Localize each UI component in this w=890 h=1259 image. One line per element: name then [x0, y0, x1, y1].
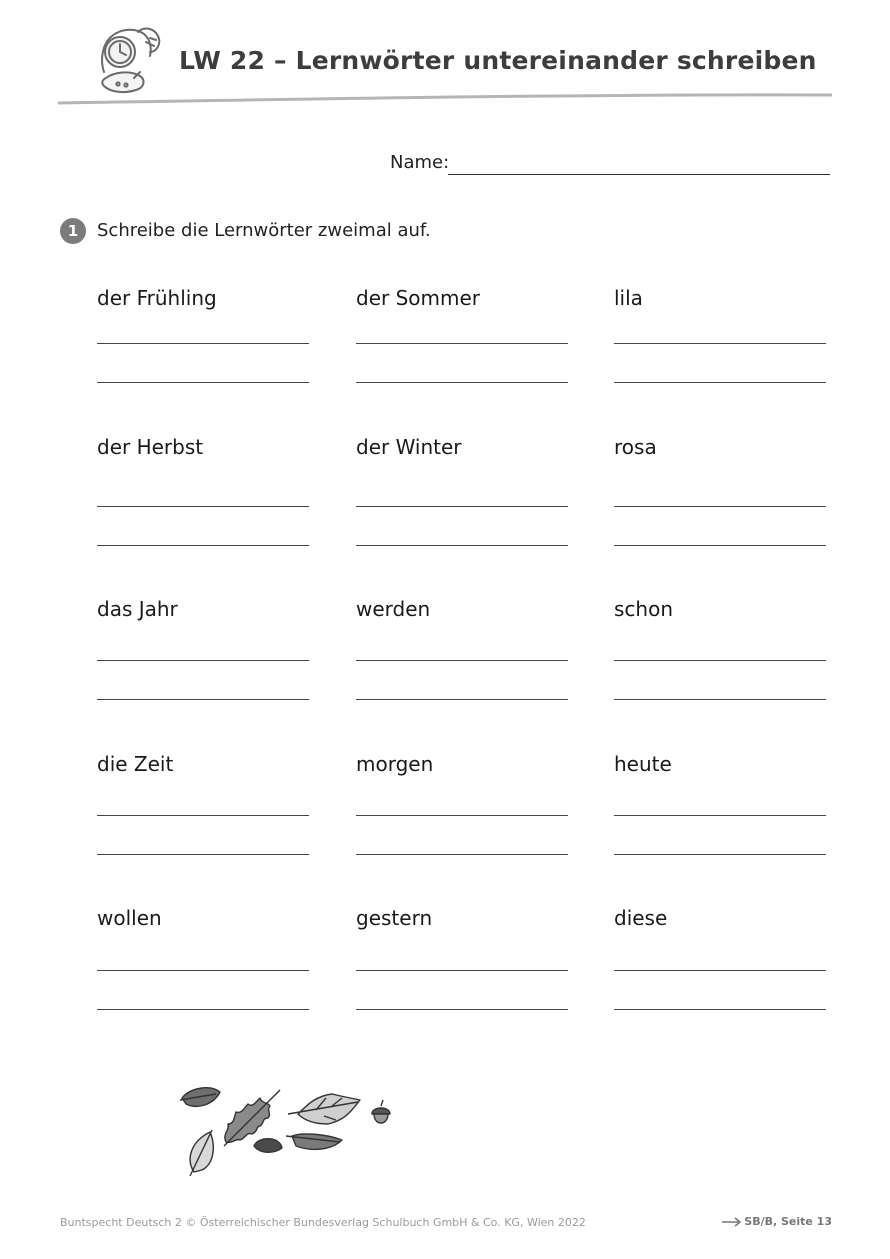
page-header	[0, 0, 890, 110]
word-cell	[97, 597, 309, 707]
name-label: Name:	[390, 152, 450, 173]
writing-line[interactable]	[614, 699, 826, 700]
writing-line[interactable]	[356, 970, 568, 971]
task-text: Schreibe die Lernwörter zweimal auf.	[97, 220, 431, 241]
word-cell	[614, 286, 826, 396]
word-label: die Zeit	[97, 752, 174, 776]
writing-line[interactable]	[614, 506, 826, 507]
writing-line[interactable]	[97, 382, 309, 383]
footer-page-reference	[722, 1215, 832, 1228]
name-input-line[interactable]	[448, 174, 830, 175]
writing-line[interactable]	[97, 660, 309, 661]
word-cell	[97, 286, 309, 396]
word-label: diese	[614, 906, 668, 930]
word-label: wollen	[97, 906, 162, 930]
writing-line[interactable]	[614, 815, 826, 816]
writing-line[interactable]	[97, 699, 309, 700]
writing-line[interactable]	[614, 854, 826, 855]
word-cell	[97, 752, 309, 862]
writing-line[interactable]	[356, 1009, 568, 1010]
writing-line[interactable]	[356, 815, 568, 816]
word-cell	[614, 752, 826, 862]
alarm-clock-icon	[94, 22, 166, 96]
autumn-leaves-illustration	[176, 1080, 398, 1178]
word-cell	[614, 906, 826, 1016]
writing-line[interactable]	[97, 815, 309, 816]
writing-line[interactable]	[614, 660, 826, 661]
writing-line[interactable]	[614, 343, 826, 344]
word-label: das Jahr	[97, 597, 178, 621]
word-label: morgen	[356, 752, 434, 776]
writing-line[interactable]	[97, 1009, 309, 1010]
arrow-right-icon	[722, 1217, 742, 1227]
writing-line[interactable]	[614, 382, 826, 383]
name-field	[390, 152, 832, 180]
writing-line[interactable]	[356, 660, 568, 661]
writing-line[interactable]	[614, 545, 826, 546]
word-cell	[356, 286, 568, 396]
word-cell	[614, 435, 826, 545]
writing-line[interactable]	[97, 854, 309, 855]
word-label: der Winter	[356, 435, 462, 459]
word-label: schon	[614, 597, 674, 621]
word-cell	[97, 906, 309, 1016]
word-label: der Frühling	[97, 286, 217, 310]
word-cell	[356, 597, 568, 707]
word-label: lila	[614, 286, 643, 310]
writing-line[interactable]	[97, 970, 309, 971]
word-label: werden	[356, 597, 431, 621]
word-label: der Herbst	[97, 435, 204, 459]
writing-line[interactable]	[356, 545, 568, 546]
word-cell	[97, 435, 309, 545]
writing-line[interactable]	[356, 506, 568, 507]
writing-line[interactable]	[356, 699, 568, 700]
writing-line[interactable]	[97, 545, 309, 546]
writing-line[interactable]	[614, 1009, 826, 1010]
word-cell	[614, 597, 826, 707]
word-cell	[356, 752, 568, 862]
header-divider	[58, 90, 832, 106]
word-cell	[356, 906, 568, 1016]
writing-line[interactable]	[97, 506, 309, 507]
word-cell	[356, 435, 568, 545]
footer-copyright: Buntspecht Deutsch 2 © Österreichischer Bundesverlag Schulbuch GmbH & Co. KG, Wien 2022	[60, 1216, 586, 1229]
writing-line[interactable]	[614, 970, 826, 971]
writing-line[interactable]	[356, 382, 568, 383]
word-label: gestern	[356, 906, 433, 930]
task-number-badge: 1	[60, 218, 86, 244]
writing-line[interactable]	[97, 343, 309, 344]
word-label: heute	[614, 752, 672, 776]
word-label: der Sommer	[356, 286, 481, 310]
writing-line[interactable]	[356, 343, 568, 344]
page-title: LW 22 – Lernwörter untereinander schreiben	[179, 46, 817, 75]
word-label: rosa	[614, 435, 657, 459]
footer-reference-text: SB/B, Seite 13	[744, 1215, 832, 1228]
writing-line[interactable]	[356, 854, 568, 855]
